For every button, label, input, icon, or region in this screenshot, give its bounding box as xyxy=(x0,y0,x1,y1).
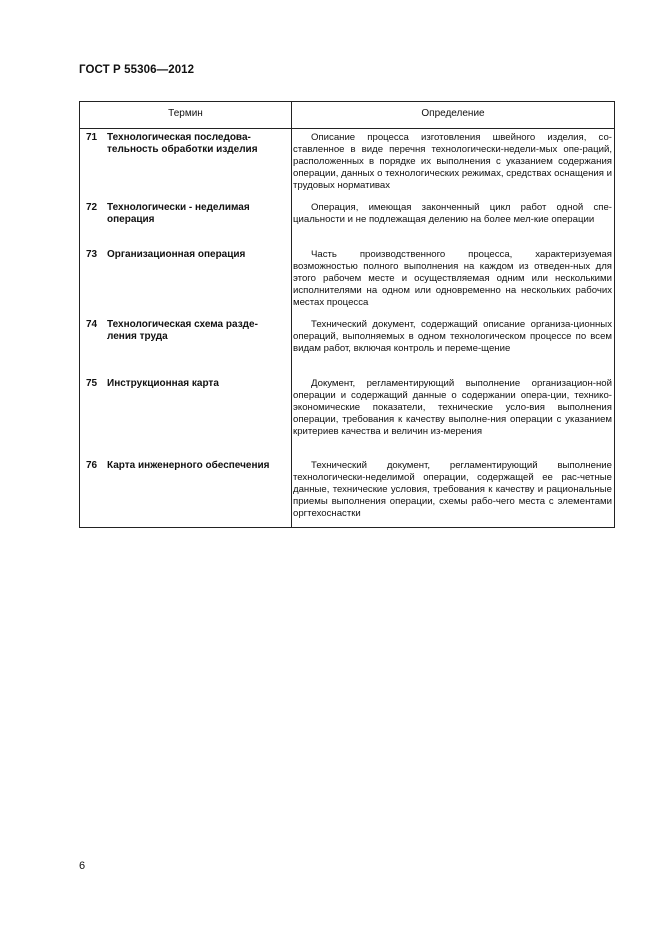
term-text: Технологическая схема разде-ления труда xyxy=(107,319,258,343)
definition-cell: Технический документ, содержащий описание организа-ционных операций, выполняемых в одном технологическом процессе по всем видам работ, включая контроль и переме-щение xyxy=(293,319,612,354)
column-header-definition: Определение xyxy=(421,107,485,119)
term-number: 74 xyxy=(86,319,98,330)
term-text: Карта инженерного обеспечения xyxy=(107,460,270,471)
table-body xyxy=(80,129,614,527)
table-row xyxy=(80,457,614,527)
table-header-row xyxy=(80,102,614,129)
term-number: 75 xyxy=(86,378,98,389)
table-row xyxy=(80,375,614,457)
table-row xyxy=(80,246,614,316)
table-row xyxy=(80,199,614,246)
document-header: ГОСТ Р 55306—2012 xyxy=(79,64,195,76)
definition-cell: Операция, имеющая законченный цикл работ одной спе-циальности и не подлежащая делению на более мел-кие операции xyxy=(293,202,612,225)
term-text: Технологическая последова-тельность обработки изделия xyxy=(107,132,258,156)
definition-cell: Описание процесса изготовления швейного изделия, со-ставленное в виде перечня технологически-недели-мых опе-раций, расположенных в порядке их выполнения с указанием содержания операции, данных о технологических режимах, средствах оснащения и трудовых нормативах xyxy=(293,132,612,191)
term-cell xyxy=(80,316,292,375)
term-cell xyxy=(80,375,292,457)
term-cell xyxy=(80,129,292,199)
term-text: Технологически - неделимая операция xyxy=(107,202,250,226)
term-number: 71 xyxy=(86,132,98,143)
table-row xyxy=(80,316,614,375)
term-cell xyxy=(80,457,292,527)
definition-cell: Часть производственного процесса, характеризуемая возможностью полного выполнения на каждом из отведен-ных для этого рабочем месте и осуществляемая одним или несколькими исполнителями на одном или одновременно на нескольких рабочих местах процесса xyxy=(293,249,612,308)
table-row xyxy=(80,129,614,199)
term-cell xyxy=(80,246,292,316)
term-text: Инструкционная карта xyxy=(107,378,219,389)
term-text: Организационная операция xyxy=(107,249,246,260)
term-number: 76 xyxy=(86,460,98,471)
definition-cell: Технический документ, регламентирующий выполнение технологически-неделимой операции, содержащей ее рас-четные данные, технические условия, требования к качеству и рациональные приемы выполнения операции, схемы рабо-чего места с элементами оргтехоснастки xyxy=(293,460,612,519)
column-header-term: Термин xyxy=(80,102,292,128)
definition-cell: Документ, регламентирующий выполнение организацион-ной операции и содержащий данные о содержании опера-ции, технико-экономические показатели, технические усло-вия выполнения операции, требования к качеству выполне-ния операции с указанием критериев качества и величин из-мерения xyxy=(293,378,612,437)
terms-table xyxy=(79,101,615,528)
page-number: 6 xyxy=(79,860,86,872)
term-number: 72 xyxy=(86,202,98,213)
term-cell xyxy=(80,199,292,246)
term-number: 73 xyxy=(86,249,98,260)
